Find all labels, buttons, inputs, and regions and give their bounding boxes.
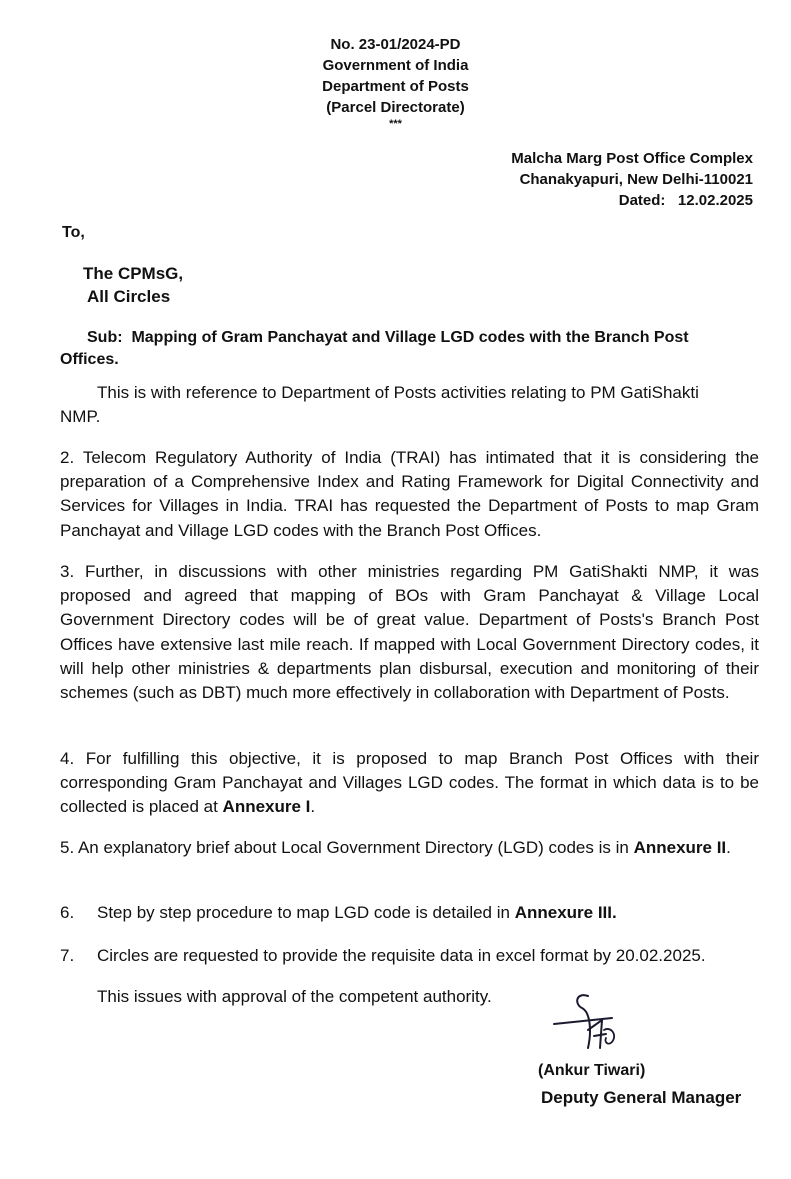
recipient-line-2: All Circles (87, 287, 171, 306)
paragraph-4-text: 4. For fulfilling this objective, it is proposed to map Branch Post Offices with their corresponding Gram Panchayat and Villages LGD codes. The format in which data is to be collected is placed at (60, 749, 759, 817)
paragraph-4 (60, 747, 759, 820)
subject-line-1 (87, 329, 759, 347)
paragraph-2: 2. Telecom Regulatory Authority of India (TRAI) has intimated that it is considering the preparation of a Comprehensive Index and Rating Framework for Digital Connectivity and Services for Villages in India. TRAI has requested the Department of Posts to map Gram Panchayat and Village LGD codes with the Branch Post Offices. (60, 448, 759, 540)
intro-line-1: This is with reference to Department of Posts activities relating to PM GatiShakti (97, 383, 699, 402)
paragraph-6-num: 6. (60, 903, 75, 922)
paragraph-7-text: Circles are requested to provide the requisite data in excel format by 20.02.2025. (97, 946, 706, 965)
address-line-1: Malcha Marg Post Office Complex (511, 150, 753, 167)
subject-label: Sub: (87, 329, 123, 346)
intro-line-2: NMP. (60, 407, 101, 426)
department-heading: Department of Posts (322, 78, 469, 95)
paragraph-6 (60, 903, 617, 923)
recipient-line-1: The CPMsG, (83, 264, 184, 283)
reference-number: No. 23-01/2024-PD (330, 36, 461, 53)
dated-value: 12.02.2025 (677, 192, 753, 209)
paragraph-5 (60, 836, 759, 860)
dated-line (619, 192, 753, 209)
address-line-2: Chanakyapuri, New Delhi-110021 (519, 171, 753, 188)
subject-line-2: Offices. (60, 351, 119, 368)
annexure-2-ref: Annexure II (633, 838, 727, 857)
paragraph-6-text: Step by step procedure to map LGD code is detailed in (97, 903, 515, 922)
handwritten-signature (548, 990, 638, 1060)
paragraph-5-text: 5. An explanatory brief about Local Government Directory (LGD) codes is in (60, 838, 634, 857)
header-separator-stars: *** (389, 118, 402, 130)
annexure-3-ref: Annexure III. (514, 903, 617, 922)
paragraph-7-num: 7. (60, 946, 75, 965)
paragraph-5-end: . (726, 838, 731, 857)
paragraph-3: 3. Further, in discussions with other ministries regarding PM GatiShakti NMP, it was proposed and agreed that mapping of BOs with Gram Panchayat & Village Local Government Directory codes will be of great value. Department of Posts's Branch Post Offices have extensive last mile reach. If mapped with Local Government Directory codes, it will help other ministries & departments plan disbursal, execution and monitoring of their schemes (such as DBT) much more effectively in collaboration with Department of Posts. (60, 562, 759, 703)
paragraph-7 (60, 946, 706, 966)
to-label: To, (62, 224, 85, 241)
paragraph-4-end: . (310, 797, 316, 817)
dated-label: Dated: (618, 192, 666, 209)
signatory-name: (Ankur Tiwari) (538, 1062, 646, 1079)
government-heading: Government of India (322, 57, 469, 74)
subject-text: Mapping of Gram Panchayat and Village LGD codes with the Branch Post (131, 329, 689, 346)
signatory-designation: Deputy General Manager (541, 1088, 742, 1107)
annexure-1-ref: Annexure I (222, 797, 311, 817)
directorate-heading: (Parcel Directorate) (326, 99, 465, 116)
approval-line: This issues with approval of the competent authority. (97, 987, 492, 1006)
